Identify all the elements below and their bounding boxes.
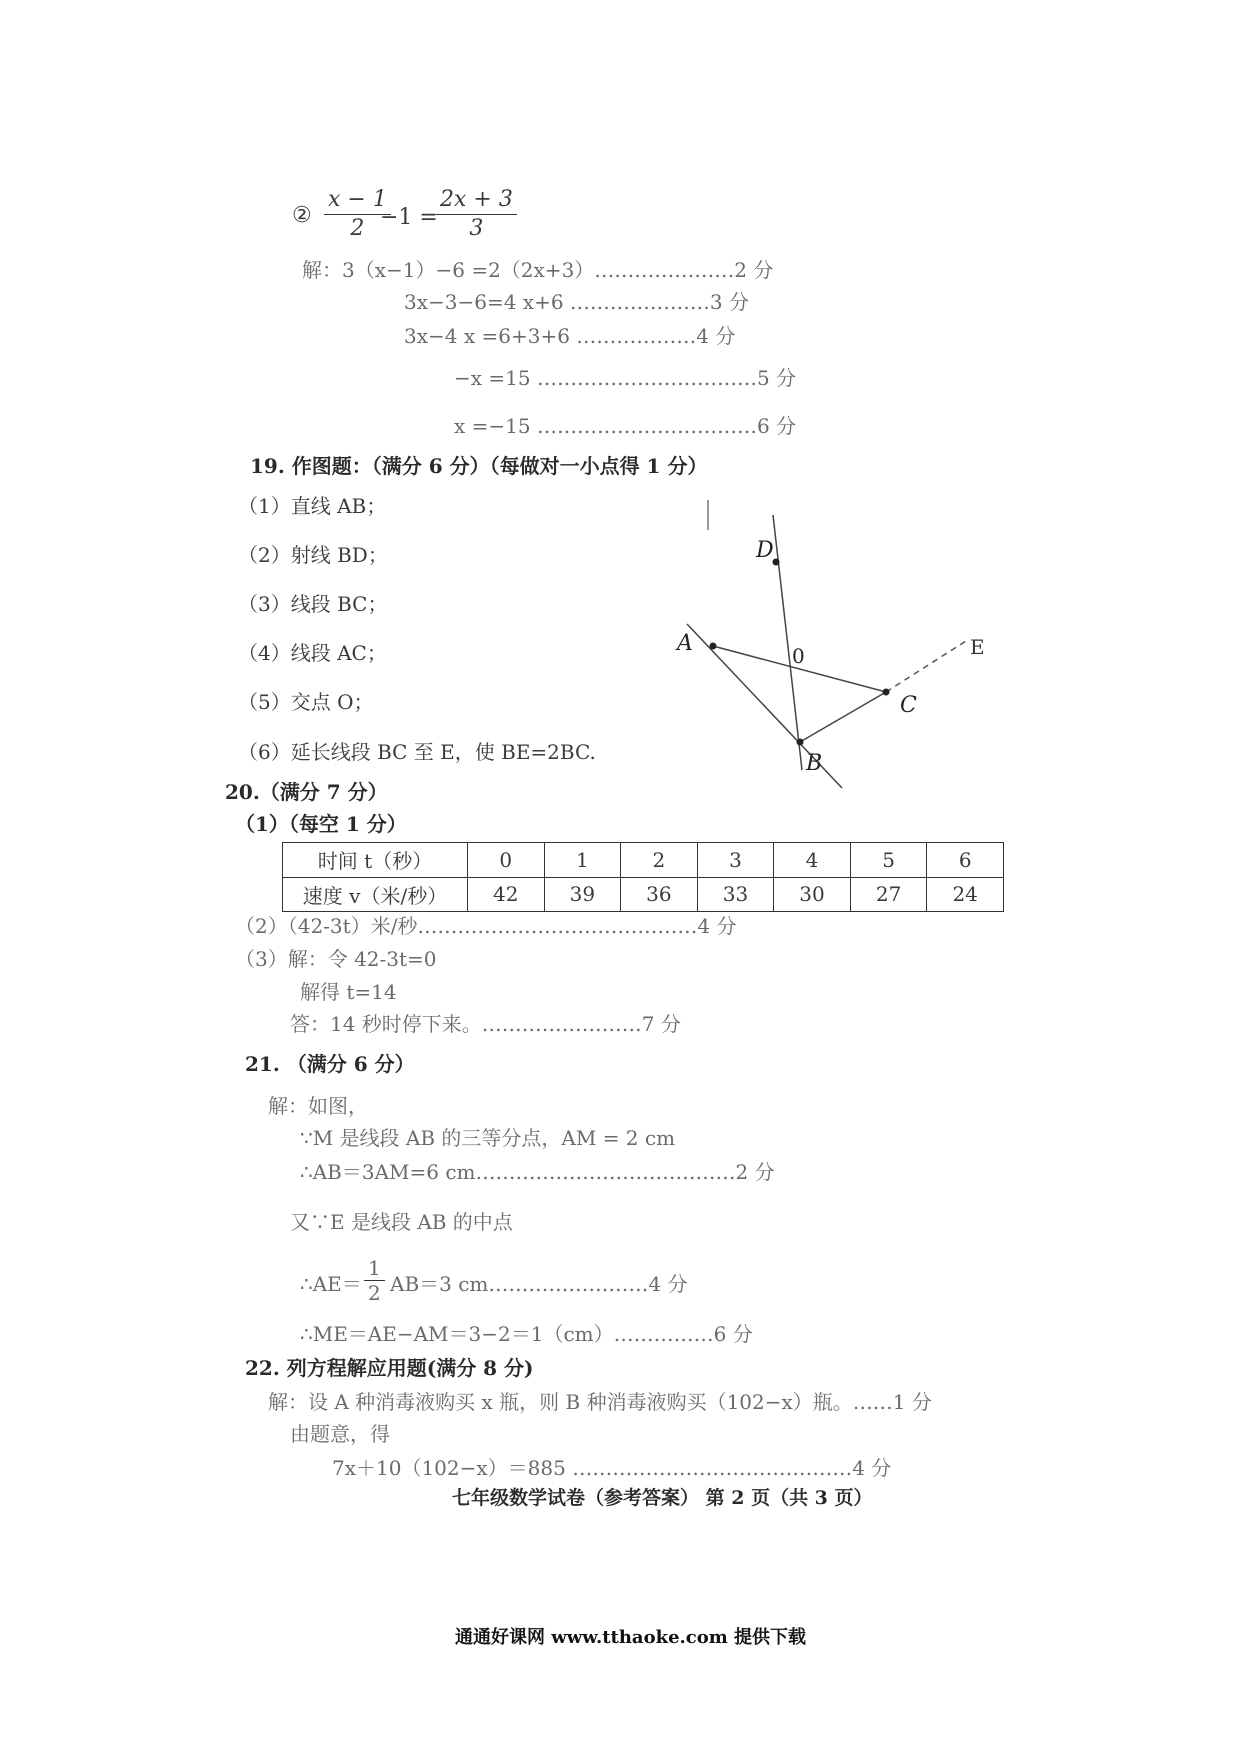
label-o: 0 [792, 644, 805, 668]
q19-item-3: （3）线段 BC； [238, 592, 388, 616]
q20-title: 20.（满分 7 分） [225, 780, 388, 804]
half-numerator: 1 [364, 1256, 385, 1281]
q19-item-4: （4）线段 AC； [238, 641, 387, 665]
table-cell: 4 [774, 843, 851, 878]
solution-step-5: x =−15 ……………………………6 分 [454, 414, 797, 438]
q19-item-2: （2）射线 BD； [238, 543, 388, 567]
point-b [797, 739, 804, 746]
label-c: C [900, 693, 917, 718]
q20-sub2: （2）（42-3t）米/秒……………………………………4 分 [235, 914, 737, 938]
q20-sub3: （3）解：令 42-3t=0 [235, 947, 437, 971]
speed-table [282, 842, 1004, 912]
q19-item-5: （5）交点 O； [238, 690, 374, 714]
q21-line-5-suffix: AB＝3 cm……………………4 分 [390, 1272, 688, 1296]
q21-title: 21. （满分 6 分） [245, 1052, 415, 1076]
q22-title: 22. 列方程解应用题(满分 8 分) [245, 1356, 534, 1380]
table-cell: 27 [850, 877, 927, 912]
q21-line-6: ∴ME＝AE−AM＝3−2＝1（cm）……………6 分 [300, 1322, 753, 1346]
table-cell: 3 [697, 843, 774, 878]
q19-title: 19. 作图题：（满分 6 分）（每做对一小点得 1 分） [250, 454, 708, 478]
solution-step-2: 3x−3−6=4 x+6 …………………3 分 [404, 290, 750, 314]
geometry-figure [670, 490, 1010, 800]
extension-ce [886, 641, 966, 692]
point-c [883, 689, 890, 696]
table-cell: 42 [468, 877, 545, 912]
table-row [283, 843, 1004, 878]
row-label-speed: 速度 v（米/秒） [283, 877, 468, 912]
table-cell: 5 [850, 843, 927, 878]
solution-step-4: −x =15 ……………………………5 分 [454, 366, 797, 390]
table-cell: 36 [621, 877, 698, 912]
q21-line-5-prefix: ∴AE＝ [300, 1272, 362, 1296]
q21-line-2: ∵M 是线段 AB 的三等分点，AM = 2 cm [300, 1126, 676, 1150]
half-denominator: 2 [368, 1281, 381, 1305]
label-d: D [756, 538, 774, 563]
q21-line-3: ∴AB＝3AM=6 cm…………………………………2 分 [300, 1160, 775, 1184]
label-a: A [677, 631, 693, 656]
table-cell: 2 [621, 843, 698, 878]
point-a [710, 643, 717, 650]
ray-bd [773, 515, 802, 770]
q21-line-4: 又∵E 是线段 AB 的中点 [290, 1210, 513, 1234]
lhs-denominator: 2 [350, 216, 365, 241]
equation-middle: −1 = [380, 205, 438, 230]
circled-number: ② [292, 203, 312, 228]
q22-line-2: 由题意，得 [290, 1422, 390, 1446]
label-b: B [806, 751, 823, 776]
q20-sub1: （1）（每空 1 分） [235, 812, 407, 836]
equation-rhs-fraction [436, 186, 517, 243]
solution-step-1: 解：3（x−1）−6 =2（2x+3）…………………2 分 [302, 258, 774, 282]
segment-bc [800, 692, 886, 742]
site-credit: 通通好课网 www.tthaoke.com 提供下载 [455, 1627, 807, 1648]
rhs-numerator: 2x + 3 [436, 186, 517, 215]
table-cell: 39 [544, 877, 621, 912]
q19-item-1: （1）直线 AB； [238, 494, 387, 518]
table-cell: 30 [774, 877, 851, 912]
table-cell: 24 [927, 877, 1004, 912]
page-footer: 七年级数学试卷（参考答案） 第 2 页（共 3 页） [452, 1487, 873, 1509]
q22-line-1: 解：设 A 种消毒液购买 x 瓶，则 B 种消毒液购买（102−x）瓶。……1 分 [268, 1390, 932, 1414]
table-row [283, 877, 1004, 912]
table-cell: 0 [468, 843, 545, 878]
solution-step-3: 3x−4 x =6+3+6 ………………4 分 [404, 324, 736, 348]
rhs-denominator: 3 [469, 216, 484, 241]
table-cell: 1 [544, 843, 621, 878]
table-cell: 33 [697, 877, 774, 912]
q22-line-3: 7x＋10（102−x）＝885 ……………………………………4 分 [332, 1456, 892, 1480]
row-label-time: 时间 t（秒） [283, 843, 468, 878]
half-fraction [364, 1256, 385, 1305]
q20-sub3-solve: 解得 t=14 [300, 980, 397, 1004]
label-e: E [970, 635, 985, 659]
q20-sub3-answer: 答：14 秒时停下来。……………………7 分 [290, 1012, 681, 1036]
q19-item-6: （6）延长线段 BC 至 E，使 BE=2BC. [238, 740, 596, 764]
q21-line-1: 解：如图， [268, 1094, 368, 1118]
lhs-numerator: x − 1 [324, 186, 391, 215]
table-cell: 6 [927, 843, 1004, 878]
